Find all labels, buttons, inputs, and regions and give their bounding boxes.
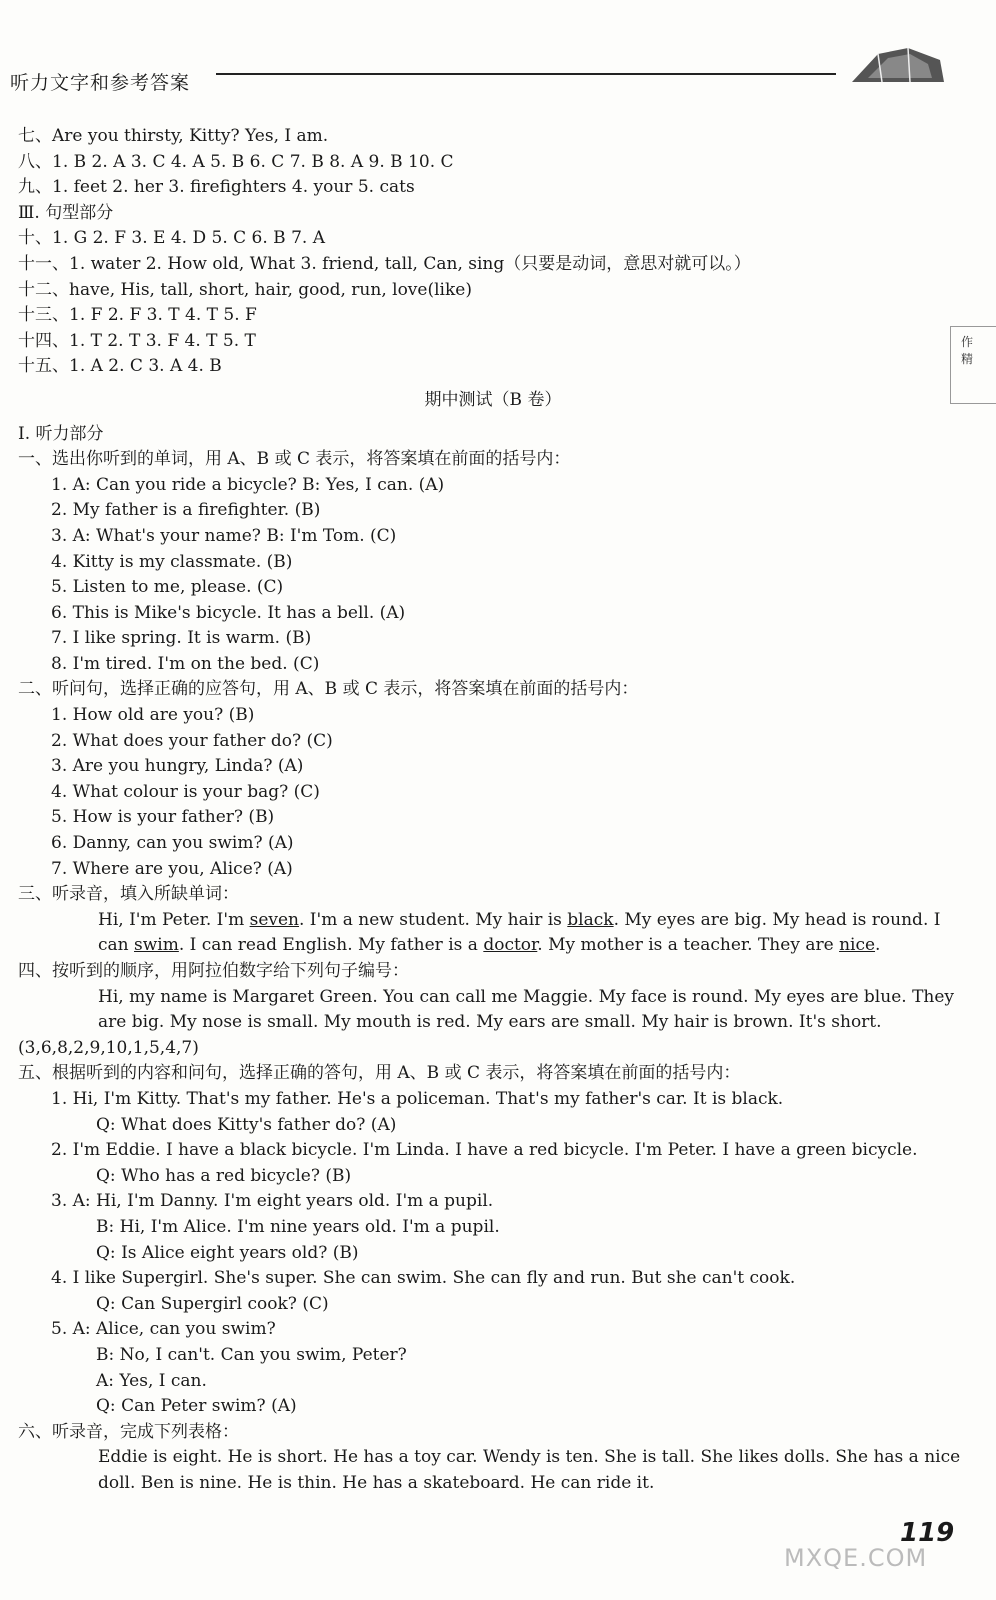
- header-title: 听力文字和参考答案: [10, 72, 191, 94]
- dialogue-line: 4. I like Supergirl. She's super. She can swim. She can fly and run. But she can't cook.: [51, 1268, 796, 1289]
- list-item: 3. A: What's your name? B: I'm Tom. (C): [51, 525, 397, 546]
- side-stamp-char: 作: [961, 335, 974, 349]
- dialogue-line: Q: Can Peter swim? (A): [96, 1396, 297, 1417]
- list-item: 2. My father is a firefighter. (B): [51, 500, 321, 521]
- dialogue-line: 1. Hi, I'm Kitty. That's my father. He's a policeman. That's my father's car. It is black.: [51, 1088, 784, 1109]
- part-title: Ⅰ. 听力部分: [18, 423, 104, 444]
- dialogue-line: 2. I'm Eddie. I have a black bicycle. I'm Linda. I have a red bicycle. I'm Peter. I have a green bicycle.: [51, 1140, 918, 1161]
- list-item: 5. How is your father? (B): [51, 807, 275, 828]
- answer-line: 十四、1. T 2. T 3. F 4. T 5. T: [18, 330, 256, 351]
- section-title: 二、听问句，选择正确的应答句，用 A、B 或 C 表示，将答案填在前面的括号内：: [18, 679, 639, 700]
- watermark: MXQE.COM: [784, 1544, 928, 1572]
- side-stamp-char: 精: [961, 352, 974, 366]
- answer-line: 十一、1. water 2. How old, What 3. friend, tall, Can, sing（只要是动词，意思对就可以。）: [18, 253, 751, 274]
- list-item: 1. How old are you? (B): [51, 705, 255, 726]
- section-title: 一、选出你听到的单词，用 A、B 或 C 表示，将答案填在前面的括号内：: [18, 449, 571, 470]
- exam-title: 期中测试（B 卷）: [424, 389, 562, 410]
- page-number: 119: [900, 1518, 955, 1548]
- filled-word: swim: [134, 935, 179, 956]
- section-title: 六、听录音，完成下列表格：: [18, 1421, 239, 1442]
- dialogue-line: 3. A: Hi, I'm Danny. I'm eight years old. I'm a pupil.: [51, 1191, 494, 1212]
- section-title: 五、根据听到的内容和问句，选择正确的答句，用 A、B 或 C 表示，将答案填在前面的括号内：: [18, 1063, 741, 1084]
- answer-line: 七、Are you thirsty, Kitty? Yes, I am.: [18, 126, 329, 146]
- list-item: 4. What colour is your bag? (C): [51, 781, 320, 802]
- answer-line: 十二、have, His, tall, short, hair, good, run, love(like): [18, 279, 472, 300]
- list-item: 5. Listen to me, please. (C): [51, 577, 284, 598]
- filled-word: black: [567, 909, 614, 930]
- list-item: 7. Where are you, Alice? (A): [51, 858, 293, 879]
- section-title: 四、按听到的顺序，用阿拉伯数字给下列句子编号：: [18, 961, 409, 981]
- list-item: 3. Are you hungry, Linda? (A): [51, 756, 304, 777]
- list-item: 8. I'm tired. I'm on the bed. (C): [51, 653, 320, 674]
- answer-line: 十三、1. F 2. F 3. T 4. T 5. F: [18, 305, 257, 326]
- answer-line: 九、1. feet 2. her 3. firefighters 4. your 5. cats: [18, 177, 415, 198]
- answer-content: [18, 124, 968, 1496]
- list-item: 7. I like spring. It is warm. (B): [51, 628, 312, 649]
- dialogue-line: B: No, I can't. Can you swim, Peter?: [96, 1344, 407, 1365]
- answer-line: 八、1. B 2. A 3. C 4. A 5. B 6. C 7. B 8. A 9. B 10. C: [18, 151, 454, 172]
- filled-word: doctor: [483, 935, 538, 956]
- section-heading: Ⅲ. 句型部分: [18, 202, 114, 223]
- dialogue-line: Q: Can Supergirl cook? (C): [96, 1293, 329, 1314]
- list-item: 1. A: Can you ride a bicycle? B: Yes, I can. (A): [51, 474, 445, 495]
- answer-line: 十五、1. A 2. C 3. A 4. B: [18, 356, 222, 377]
- list-item: 6. This is Mike's bicycle. It has a bell. (A): [51, 602, 406, 623]
- answer-line: 十、1. G 2. F 3. E 4. D 5. C 6. B 7. A: [18, 228, 325, 249]
- dialogue-list: [18, 1087, 968, 1420]
- page-header: [0, 60, 996, 96]
- book-stack-icon: [848, 42, 948, 86]
- list-item: 6. Danny, can you swim? (A): [51, 833, 294, 854]
- passage: Hi, my name is Margaret Green. You can call me Maggie. My face is round. My eyes are blue. They are big. My nose is small. My mouth is red. My ears are small. My hair is brown. It's short.: [98, 986, 955, 1033]
- dialogue-line: Q: Is Alice eight years old? (B): [96, 1242, 359, 1263]
- dialogue-line: Q: What does Kitty's father do? (A): [96, 1114, 397, 1135]
- dialogue-line: A: Yes, I can.: [96, 1370, 207, 1391]
- answer-sequence: (3,6,8,2,9,10,1,5,4,7): [18, 1037, 199, 1058]
- filled-word: seven: [249, 909, 299, 930]
- header-rule: [216, 73, 836, 75]
- dialogue-line: Q: Who has a red bicycle? (B): [96, 1165, 352, 1186]
- filled-word: nice: [839, 935, 876, 956]
- dialogue-line: B: Hi, I'm Alice. I'm nine years old. I'm a pupil.: [96, 1216, 500, 1237]
- list-item: 4. Kitty is my classmate. (B): [51, 551, 293, 572]
- list-item: 2. What does your father do? (C): [51, 730, 333, 751]
- passage: Hi, I'm Peter. I'm seven. I'm a new student. My hair is black. My eyes are big. My head is round. I can swim. I can read English. My father is a doctor. My mother is a teacher. They are nice.: [98, 909, 941, 956]
- passage: Eddie is eight. He is short. He has a toy car. Wendy is ten. She is tall. She likes dolls. She has a nice doll. Ben is nine. He is thin. He has a skateboard. He can ride it.: [98, 1447, 961, 1493]
- dialogue-line: 5. A: Alice, can you swim?: [51, 1319, 276, 1340]
- section-title: 三、听录音，填入所缺单词：: [18, 884, 239, 905]
